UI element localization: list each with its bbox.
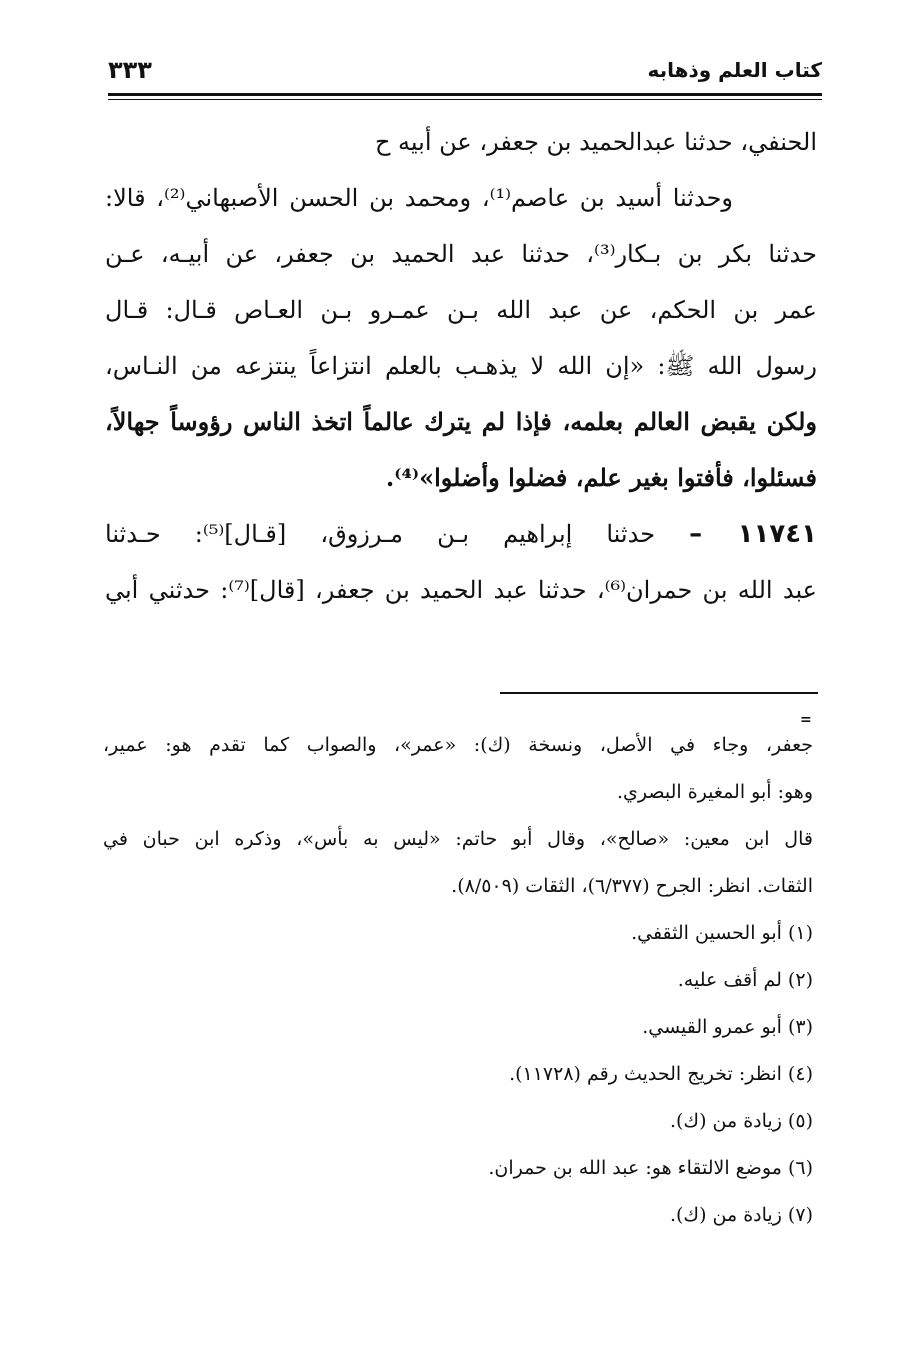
text-line: حدثنا بكر بن بـكار⁽³⁾، حدثنا عبد الحميد بن جعفر، عن أبيـه، عـن (105, 240, 817, 268)
footnote-continuation-mark: = (800, 712, 812, 728)
text-line: عمر بن الحكم، عن عبد الله بـن عمـرو بـن العـاص قـال: قـال (105, 296, 817, 324)
header-rule-thick (108, 93, 822, 96)
hadith-isnad: حدثنا إبراهيم بـن مـرزوق، [قـال]⁽⁵⁾: حـدثنا (105, 520, 690, 548)
footnote-4: (٤) انظر: تخريج الحديث رقم (١١٧٢٨). (509, 1063, 813, 1085)
main-text (105, 114, 817, 618)
footnotes (103, 722, 813, 1239)
text-line-hadith-start: رسول الله ﷺ: «إن الله لا يذهـب بالعلم انتزاعاً ينتزعه من النـاس، (105, 352, 817, 380)
text-line: الحنفي، حدثنا عبدالحميد بن جعفر، عن أبيه ح (374, 128, 817, 156)
footnote-2: (٢) لم أقف عليه. (677, 969, 813, 991)
header-rule-thin (108, 99, 822, 100)
text-line-hadith: ولكن يقبض العالم بعلمه، فإذا لم يترك عالماً اتخذ الناس رؤوساً جهالاً، (105, 407, 817, 436)
running-title: كتاب العلم وذهابه (647, 58, 822, 82)
page-header (108, 56, 822, 92)
footnote-6: (٦) موضع الالتقاء هو: عبد الله بن حمران. (488, 1157, 813, 1179)
hadith-number: ١١٧٤١ – (689, 519, 817, 549)
footnote-3: (٣) أبو عمرو القيسي. (642, 1016, 813, 1038)
footnote-continued-line: قال ابن معين: «صالح»، وقال أبو حاتم: «ليس به بأس»، وذكره ابن حبان في (103, 828, 813, 850)
footnote-1: (١) أبو الحسين الثقفي. (631, 922, 813, 944)
footnote-7: (٧) زيادة من (ك). (669, 1204, 813, 1226)
text-line: عبد الله بن حمران⁽⁶⁾، حدثنا عبد الحميد بن جعفر، [قال]⁽⁷⁾: حدثني أبي (105, 576, 817, 604)
text-line-hadith-end: فسئلوا، فأفتوا بغير علم، فضلوا وأضلوا»⁽⁴⁾. (385, 463, 817, 492)
footnote-separator (500, 692, 818, 694)
footnote-continued-line: الثقات. انظر: الجرح (٦/٣٧٧)، الثقات (٨/٥٠٩). (451, 875, 813, 897)
footnote-5: (٥) زيادة من (ك). (669, 1110, 813, 1132)
text-line: وحدثنا أسيد بن عاصم⁽¹⁾، ومحمد بن الحسن الأصبهاني⁽²⁾، قالا: (105, 184, 733, 212)
footnote-continued-line: جعفر، وجاء في الأصل، ونسخة (ك): «عمر»، والصواب كما تقدم هو: عمير، (103, 734, 813, 756)
page-number: ٣٣٣ (108, 56, 152, 84)
footnote-continued-line: وهو: أبو المغيرة البصري. (617, 781, 813, 803)
hadith-entry-line (105, 506, 817, 562)
